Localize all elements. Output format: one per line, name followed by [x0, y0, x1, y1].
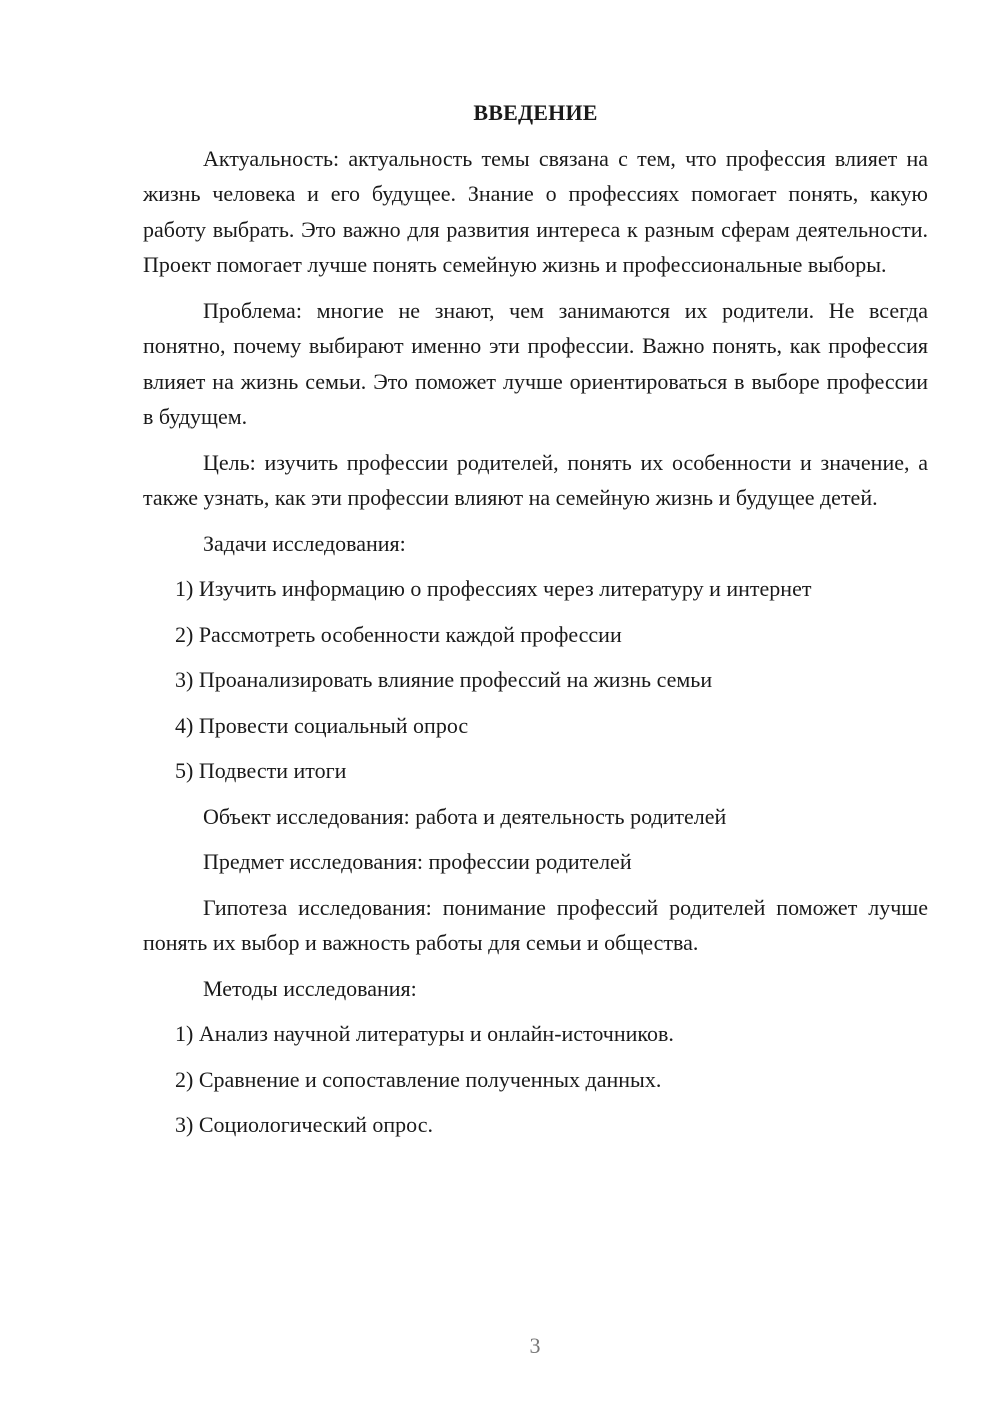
tasks-list — [143, 571, 928, 789]
list-item: 1) Изучить информацию о профессиях через литературу и интернет — [175, 576, 812, 601]
list-item: 4) Провести социальный опрос — [175, 712, 469, 738]
list-item: 3) Социологический опрос. — [175, 1112, 433, 1137]
methods-list — [143, 1016, 928, 1143]
tasks-heading: Задачи исследования: — [203, 530, 406, 556]
list-item: 3) Проанализировать влияние профессий на жизнь семьи — [175, 667, 713, 692]
relevance-paragraph: Актуальность: актуальность темы связана с тем, что профессия влияет на жизнь человека и его будущее. Знание о профессиях помогает понять, какую работу выбрать. Это важно для развития интереса к разным сферам деятельности. Проект помогает лучше понять семейную жизнь и профессиональные выборы. — [143, 145, 928, 277]
research-object: Объект исследования: работа и деятельность родителей — [203, 803, 727, 829]
document-page — [143, 95, 928, 1153]
problem-paragraph: Проблема: многие не знают, чем занимаются их родители. Не всегда понятно, почему выбирают именно эти профессии. Важно понять, как профессия влияет на жизнь семьи. Это поможет лучше ориентироваться в выборе профессии в будущем. — [143, 297, 928, 429]
list-item: 2) Рассмотреть особенности каждой профессии — [175, 621, 622, 647]
page-title: ВВЕДЕНИЕ — [473, 100, 598, 125]
hypothesis-paragraph: Гипотеза исследования: понимание профессий родителей поможет лучше понять их выбор и важность работы для семьи и общества. — [143, 894, 928, 955]
goal-paragraph: Цель: изучить профессии родителей, понять их особенности и значение, а также узнать, как эти профессии влияют на семейную жизнь и будущее детей. — [143, 449, 928, 510]
methods-heading: Методы исследования: — [203, 975, 417, 1001]
page-number: 3 — [529, 1333, 541, 1358]
list-item: 5) Подвести итоги — [175, 758, 347, 783]
list-item: 2) Сравнение и сопоставление полученных данных. — [175, 1066, 662, 1092]
list-item: 1) Анализ научной литературы и онлайн-источников. — [175, 1021, 674, 1046]
research-subject: Предмет исследования: профессии родителей — [203, 849, 632, 874]
